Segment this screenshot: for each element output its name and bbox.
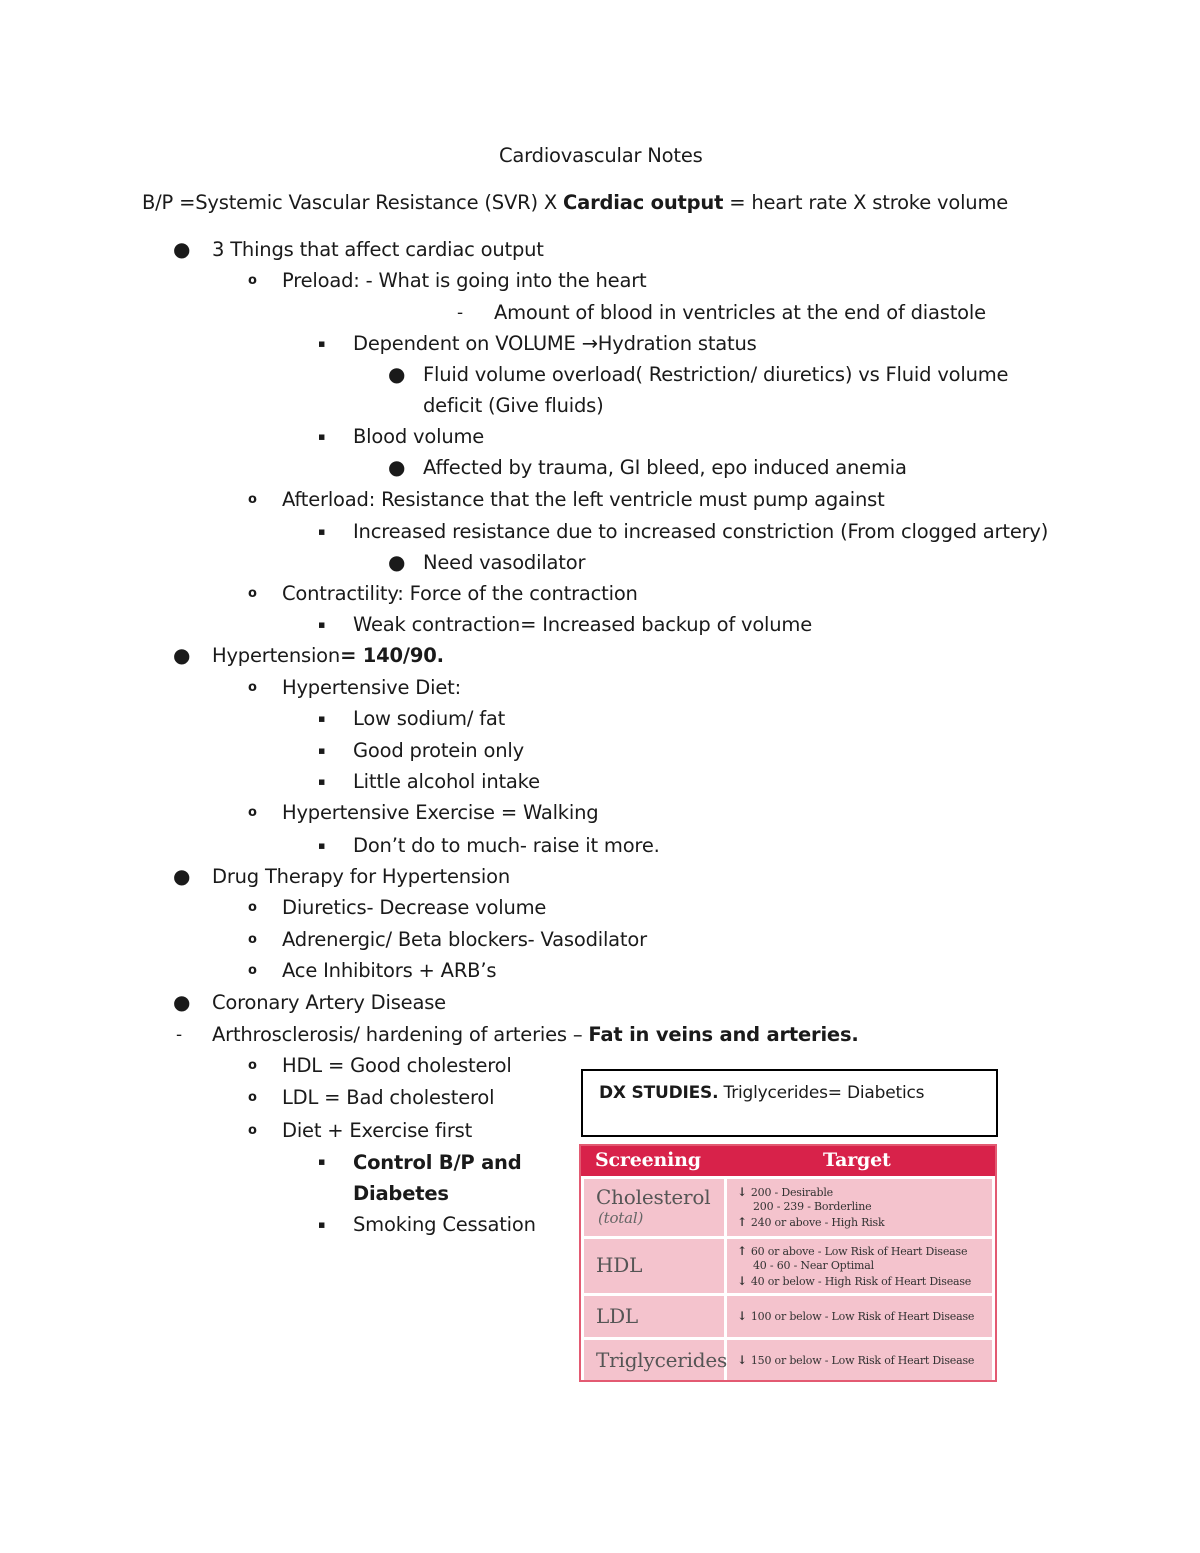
square-marker: ▪ <box>318 618 326 631</box>
table-row <box>581 1239 995 1293</box>
list-item: HDL = Good cholesterol <box>282 1054 512 1077</box>
list-item: Diet + Exercise first <box>282 1119 473 1142</box>
list-item: Don’t do to much- raise it more. <box>353 834 660 857</box>
list-item-continued: Diabetes <box>353 1182 449 1205</box>
list-item: Adrenergic/ Beta blockers- Vasodilator <box>282 928 647 951</box>
list-item: Blood volume <box>353 425 485 448</box>
list-item: Contractility: Force of the contraction <box>282 582 638 605</box>
list-item: Low sodium/ fat <box>353 707 506 730</box>
list-item: Need vasodilator <box>423 551 586 574</box>
square-marker: ▪ <box>318 744 326 757</box>
bp-formula: B/P =Systemic Vascular Resistance (SVR) X Cardiac output = heart rate X stroke volume <box>142 191 1009 214</box>
list-item: Increased resistance due to increased constriction (From clogged artery) <box>353 520 1049 543</box>
circle-marker: o <box>248 1058 257 1073</box>
list-item: Hypertensive Diet: <box>282 676 461 699</box>
dx-text: Triglycerides= Diabetics <box>718 1083 925 1103</box>
circle-marker: o <box>248 1123 257 1138</box>
list-item: Ace Inhibitors + ARB’s <box>282 959 497 982</box>
list-item: Drug Therapy for Hypertension <box>212 865 510 888</box>
square-marker: ▪ <box>318 839 326 852</box>
arrow-down-icon: ↓ <box>737 1353 747 1367</box>
circle-marker: o <box>248 1090 257 1105</box>
bullet-marker: ● <box>173 237 191 261</box>
row-sublabel: (total) <box>598 1209 644 1227</box>
dx-label: DX STUDIES. <box>599 1083 719 1103</box>
list-item: Preload: - What is going into the heart <box>282 269 647 292</box>
circle-marker: o <box>248 680 257 695</box>
circle-marker: o <box>248 932 257 947</box>
circle-marker: o <box>248 586 257 601</box>
page-title: Cardiovascular Notes <box>499 144 703 167</box>
bullet-marker: ● <box>388 362 406 386</box>
square-marker: ▪ <box>318 525 326 538</box>
list-item: Fluid volume overload( Restriction/ diuretics) vs Fluid volume <box>423 363 1009 386</box>
list-item: Affected by trauma, GI bleed, epo induced anemia <box>423 456 907 479</box>
square-marker: ▪ <box>318 1218 326 1231</box>
row-label: Triglycerides <box>596 1348 728 1372</box>
header-screening: Screening <box>595 1149 701 1171</box>
bullet-marker: ● <box>173 990 191 1014</box>
arrow-down-icon: ↓ <box>737 1309 747 1323</box>
table-header <box>581 1146 995 1176</box>
target-line: ↓ 150 or below - Low Risk of Heart Disease <box>737 1353 975 1367</box>
circle-marker: o <box>248 900 257 915</box>
arrow-up-icon: ↑ <box>737 1215 747 1229</box>
list-item: Amount of blood in ventricles at the end of diastole <box>494 301 986 324</box>
header-target: Target <box>823 1149 891 1171</box>
list-item: Control B/P and <box>353 1151 522 1174</box>
table-row <box>581 1340 995 1380</box>
list-item: Coronary Artery Disease <box>212 991 446 1014</box>
row-label: HDL <box>596 1253 643 1277</box>
list-item: Hypertensive Exercise = Walking <box>282 801 599 824</box>
row-label: Cholesterol <box>596 1185 711 1209</box>
list-item: Little alcohol intake <box>353 770 540 793</box>
circle-marker: o <box>248 273 257 288</box>
dash-marker: - <box>176 1025 182 1045</box>
list-item: Dependent on VOLUME →Hydration status <box>353 332 757 355</box>
circle-marker: o <box>248 805 257 820</box>
square-marker: ▪ <box>318 775 326 788</box>
list-item: Hypertension= 140/90. <box>212 644 444 667</box>
circle-marker: o <box>248 492 257 507</box>
list-item: Smoking Cessation <box>353 1213 536 1236</box>
table-row <box>581 1296 995 1337</box>
bullet-marker: ● <box>173 643 191 667</box>
target-line: ↓ 40 or below - High Risk of Heart Disease <box>737 1274 972 1288</box>
arrow-up-icon: ↑ <box>737 1244 747 1258</box>
bullet-marker: ● <box>173 864 191 888</box>
target-line: ↓ 100 or below - Low Risk of Heart Disease <box>737 1309 975 1323</box>
dash-marker: - <box>457 303 463 323</box>
arrow-down-icon: ↓ <box>737 1185 747 1199</box>
target-line: ↓ 200 - Desirable <box>737 1185 833 1199</box>
bullet-marker: ● <box>388 455 406 479</box>
arrow-down-icon: ↓ <box>737 1274 747 1288</box>
target-line: ↑ 240 or above - High Risk <box>737 1215 885 1229</box>
list-item: Afterload: Resistance that the left ventricle must pump against <box>282 488 885 511</box>
dx-studies-box <box>581 1069 998 1137</box>
list-item: Arthrosclerosis/ hardening of arteries – Fat in veins and arteries. <box>212 1023 859 1046</box>
list-item: Good protein only <box>353 739 524 762</box>
target-line: ↑ 60 or above - Low Risk of Heart Disease <box>737 1244 968 1258</box>
cholesterol-target-table <box>579 1144 997 1382</box>
square-marker: ▪ <box>318 712 326 725</box>
list-item: 3 Things that affect cardiac output <box>212 238 544 261</box>
list-item-continued: deficit (Give fluids) <box>423 394 604 417</box>
square-marker: ▪ <box>318 337 326 350</box>
square-marker: ▪ <box>318 1155 326 1168</box>
row-label: LDL <box>596 1304 638 1328</box>
circle-marker: o <box>248 963 257 978</box>
list-item: LDL = Bad cholesterol <box>282 1086 495 1109</box>
square-marker: ▪ <box>318 430 326 443</box>
bullet-marker: ● <box>388 550 406 574</box>
target-line: 200 - 239 - Borderline <box>753 1200 872 1213</box>
list-item: Diuretics- Decrease volume <box>282 896 547 919</box>
list-item: Weak contraction= Increased backup of volume <box>353 613 813 636</box>
target-line: 40 - 60 - Near Optimal <box>753 1259 874 1272</box>
table-row <box>581 1179 995 1236</box>
